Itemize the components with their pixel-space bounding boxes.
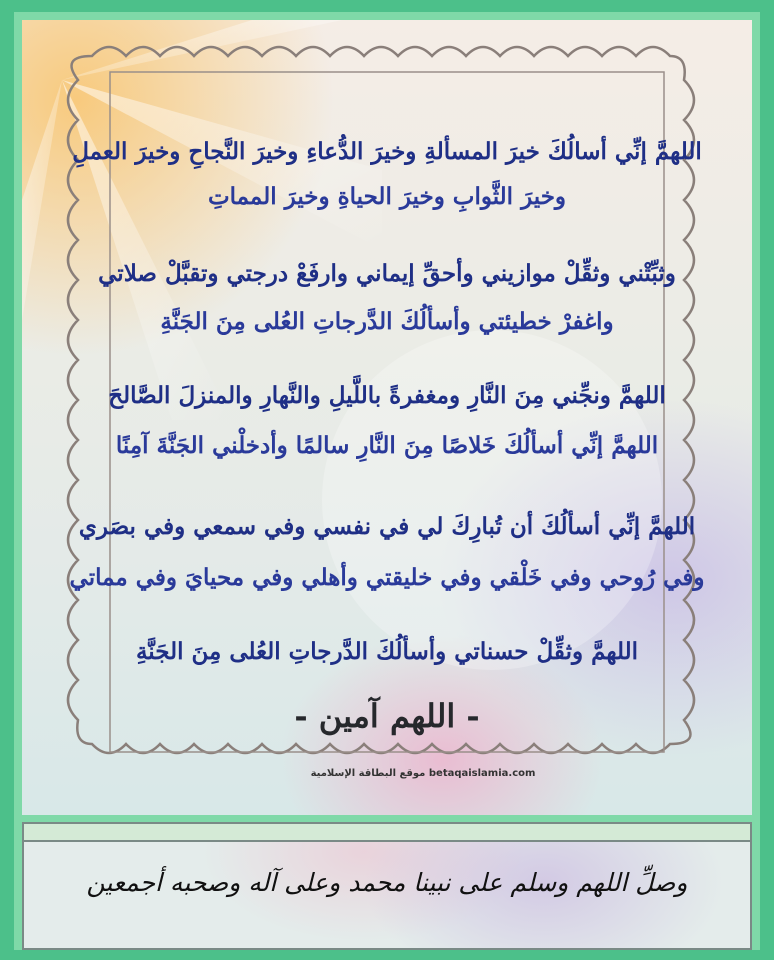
dua-line-7: اللهمَّ إنِّي أسألُكَ أن تُبارِكَ لي في نفسي وفي سمعي وفي بصَري [78,513,696,540]
card-panel [22,20,752,815]
footer-top-strip [22,822,752,842]
amen-heading: - اللهم آمين - [294,697,480,735]
dua-line-1: اللهمَّ إنِّي أسالُكَ خيرَ المسألةِ وخيرَ الدُّعاءِ وخيرَ النَّجاحِ وخيرَ العملِ [72,138,702,165]
site-url: betaqaislamia.com [428,768,536,779]
dua-line-9: اللهمَّ وثقِّلْ حسناتي وأسألُكَ الدَّرجاتِ العُلى مِنَ الجَنَّةِ [135,638,639,665]
salawat-calligraphy: وصلِّ اللهم وسلم على نبينا محمد وعلى آله وصحبه أجمعين [86,868,688,897]
dua-line-4: واغفرْ خطيئتي وأسألُكَ الدَّرجاتِ العُلى مِنَ الجَنَّةِ [160,308,614,335]
dua-line-5: اللهمَّ ونجِّني مِنَ النَّارِ ومغفرةً باللَّيلِ والنَّهارِ والمنزلَ الصَّالحَ [108,382,666,409]
site-name-arabic: موقع البطاقة الإسلامية [310,768,426,779]
dua-line-2: وخيرَ الثَّوابِ وخيرَ الحياةِ وخيرَ المماتِ [207,183,567,210]
supplication-text [22,20,752,815]
dua-line-8: وفي رُوحي وفي خَلْقي وفي خليقتي وأهلي وفي محيايَ وفي مماتي [69,564,705,591]
website-credit [272,768,582,779]
dua-line-6: اللهمَّ إنِّي أسألُكَ خَلاصًا مِنَ النَّارِ سالمًا وأدخلْني الجَنَّةَ آمِنًا [115,432,659,459]
dua-line-3: وثبِّتْني وثقِّلْ موازيني وأحقِّ إيماني وارفَعْ درجتي وتقبَّلْ صلاتي [98,260,676,287]
